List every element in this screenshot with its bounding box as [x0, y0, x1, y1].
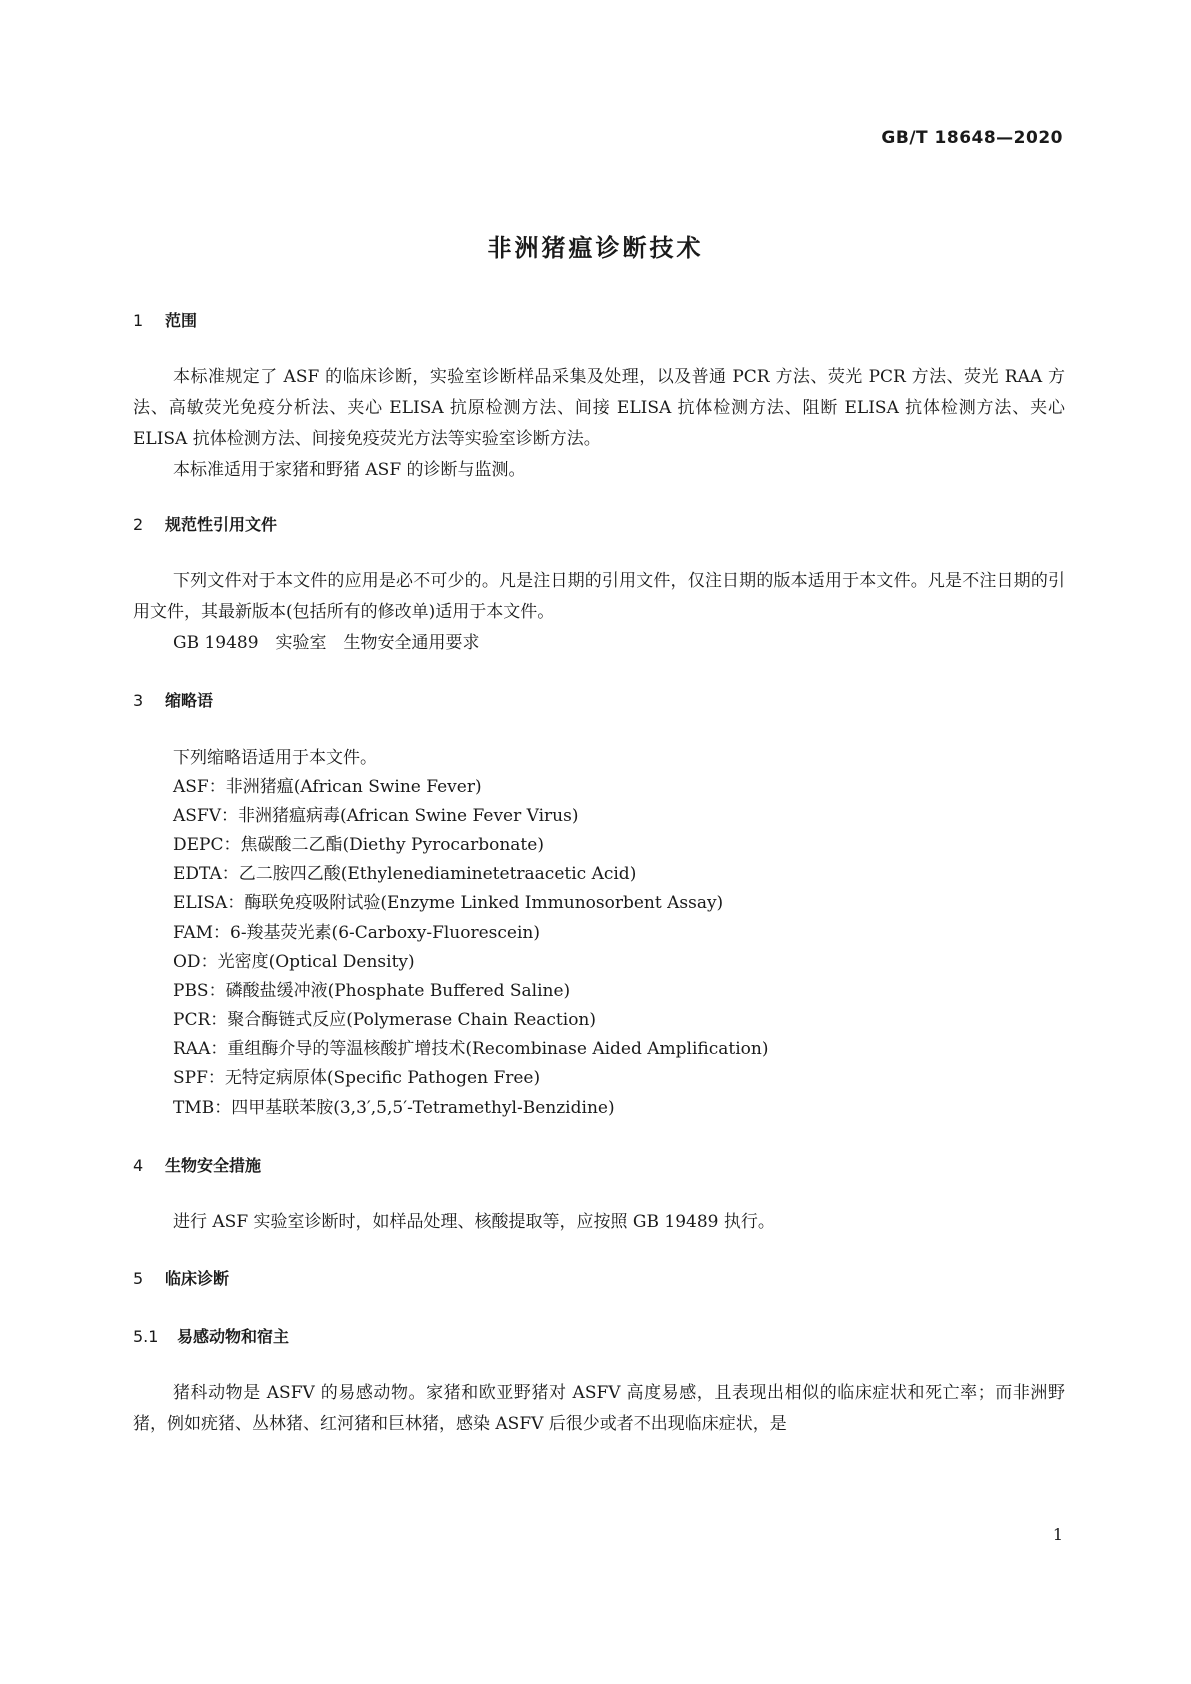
- section-title: 临床诊断: [165, 1269, 230, 1288]
- section-heading-2: [133, 512, 277, 535]
- section-heading-5-1: [133, 1324, 289, 1347]
- abbreviation-item: ASF：非洲猪瘟(African Swine Fever): [173, 777, 482, 797]
- section-heading-4: [133, 1153, 261, 1176]
- document-title: 非洲猪瘟诊断技术: [487, 234, 704, 262]
- abbreviation-item: FAM：6-羧基荧光素(6-Carboxy-Fluorescein): [173, 923, 541, 943]
- abbreviation-item: ASFV：非洲猪瘟病毒(African Swine Fever Virus): [173, 806, 579, 826]
- section-title: 范围: [165, 311, 198, 330]
- section-number: 2: [133, 515, 144, 534]
- abbreviation-item: PCR：聚合酶链式反应(Polymerase Chain Reaction): [173, 1010, 597, 1030]
- paragraph: 猪科动物是 ASFV 的易感动物。家猪和欧亚野猪对 ASFV 高度易感，且表现出相似的临床症状和死亡率；而非洲野猪，例如疣猪、丛林猪、红河猪和巨林猪，感染 ASFV 后很少或者不出现临床症状，是: [133, 1383, 1065, 1434]
- section-title: 生物安全措施: [165, 1156, 262, 1175]
- paragraph: 本标准规定了 ASF 的临床诊断，实验室诊断样品采集及处理，以及普通 PCR 方法、荧光 PCR 方法、荧光 RAA 方法、高敏荧光免疫分析法、夹心 ELISA 抗原检测方法、间接 ELISA 抗体检测方法、阻断 ELISA 抗体检测方法、夹心 ELISA 抗体检测方法、间接免疫荧光方法等实验室诊断方法。: [133, 367, 1065, 449]
- section-title: 规范性引用文件: [165, 515, 278, 534]
- abbreviation-item: DEPC：焦碳酸二乙酯(Diethy Pyrocarbonate): [173, 835, 544, 855]
- page-number: 1: [1052, 1525, 1063, 1544]
- section-heading-3: [133, 688, 213, 711]
- abbreviation-item: PBS：磷酸盐缓冲液(Phosphate Buffered Saline): [173, 981, 571, 1001]
- abbreviation-item: SPF：无特定病原体(Specific Pathogen Free): [173, 1068, 541, 1088]
- section-number: 5.1: [133, 1327, 159, 1346]
- section-number: 5: [133, 1269, 144, 1288]
- abbreviation-item: ELISA：酶联免疫吸附试验(Enzyme Linked Immunosorbent Assay): [173, 893, 724, 913]
- paragraph: 进行 ASF 实验室诊断时，如样品处理、核酸提取等，应按照 GB 19489 执行。: [173, 1212, 775, 1232]
- abbreviation-item: EDTA：乙二胺四乙酸(Ethylenediaminetetraacetic Acid): [173, 864, 637, 884]
- section-number: 3: [133, 691, 144, 710]
- section-number: 1: [133, 311, 144, 330]
- standard-number: GB/T 18648—2020: [881, 128, 1063, 148]
- section-heading-5: [133, 1266, 229, 1289]
- section-title: 易感动物和宿主: [177, 1327, 290, 1346]
- section-number: 4: [133, 1156, 144, 1175]
- paragraph: 下列文件对于本文件的应用是必不可少的。凡是注日期的引用文件，仅注日期的版本适用于本文件。凡是不注日期的引用文件，其最新版本(包括所有的修改单)适用于本文件。: [133, 571, 1065, 622]
- abbreviation-item: TMB：四甲基联苯胺(3,3′,5,5′-Tetramethyl-Benzidine): [173, 1098, 615, 1118]
- abbreviation-item: OD：光密度(Optical Density): [173, 952, 415, 972]
- paragraph: 本标准适用于家猪和野猪 ASF 的诊断与监测。: [173, 460, 526, 480]
- section-title: 缩略语: [165, 691, 214, 710]
- section-heading-1: [133, 308, 197, 331]
- normative-reference: GB 19489 实验室 生物安全通用要求: [173, 633, 480, 653]
- abbreviations-intro: 下列缩略语适用于本文件。: [173, 748, 377, 768]
- abbreviation-item: RAA：重组酶介导的等温核酸扩增技术(Recombinase Aided Amplification): [173, 1039, 769, 1059]
